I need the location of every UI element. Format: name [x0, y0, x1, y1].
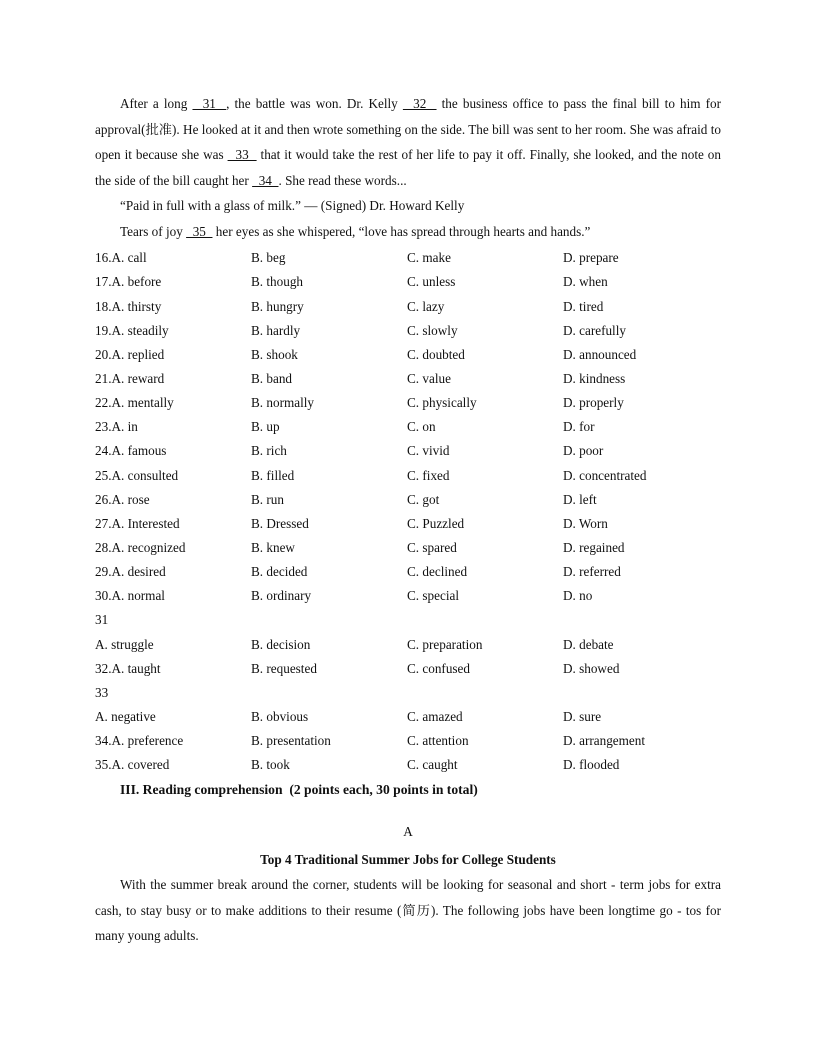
- option-b: B. normally: [251, 395, 315, 410]
- option-b: B. beg: [251, 250, 286, 265]
- blank-33: 33: [227, 147, 257, 163]
- passage-paragraph-3: [95, 219, 721, 245]
- option-c: C. vivid: [407, 443, 450, 458]
- option-row-23: [95, 417, 735, 437]
- option-a: 22.A. mentally: [95, 395, 174, 410]
- blank-32: 32: [402, 96, 437, 111]
- option-row-16: [95, 248, 735, 268]
- option-a: 20.A. replied: [95, 347, 165, 362]
- option-b: B. presentation: [251, 733, 331, 748]
- option-a: A. struggle: [95, 637, 154, 652]
- option-row-21: [95, 369, 735, 389]
- option-b: B. obvious: [251, 709, 309, 724]
- passage-paragraph-1: [95, 91, 721, 193]
- option-c: C. special: [407, 588, 460, 603]
- option-row-29: [95, 562, 735, 582]
- section-heading: III. Reading comprehension (2 points each, 30 points in total): [120, 782, 478, 797]
- option-d: D. sure: [563, 709, 602, 724]
- option-d: D. referred: [563, 564, 621, 579]
- option-row-17: [95, 272, 735, 292]
- option-row-27: [95, 514, 735, 534]
- text-segment: her eyes as she whispered, “love has spread through hearts and hands.”: [212, 224, 591, 239]
- option-d: D. announced: [563, 347, 637, 362]
- option-b: B. up: [251, 419, 280, 434]
- blank-31: 31: [192, 96, 227, 111]
- option-c: C. attention: [407, 733, 469, 748]
- option-a: 28.A. recognized: [95, 540, 186, 555]
- option-d: D. no: [563, 588, 593, 603]
- option-b: B. shook: [251, 347, 298, 362]
- option-b: B. hungry: [251, 299, 304, 314]
- option-d: D. tired: [563, 299, 604, 314]
- option-d: D. left: [563, 492, 597, 507]
- text-segment: , the battle was won. Dr. Kelly: [226, 96, 403, 111]
- option-d: D. debate: [563, 637, 614, 652]
- option-row-30: [95, 586, 735, 606]
- option-a: 29.A. desired: [95, 564, 166, 579]
- blank-34: 34: [252, 172, 279, 188]
- text-segment: that it would take the rest of her life to pay it off. Finally, she looked, and the note on the side of the bill caught her: [95, 147, 721, 188]
- option-b: B. filled: [251, 468, 295, 483]
- option-c: C. physically: [407, 395, 477, 410]
- option-a: 19.A. steadily: [95, 323, 169, 338]
- question-number-33: 33: [95, 685, 109, 700]
- option-c: C. preparation: [407, 637, 483, 652]
- option-d: D. Worn: [563, 516, 608, 531]
- option-b: B. Dressed: [251, 516, 309, 531]
- option-b: B. hardly: [251, 323, 301, 338]
- option-b: B. requested: [251, 661, 317, 676]
- option-c: C. spared: [407, 540, 457, 555]
- option-b: B. knew: [251, 540, 295, 555]
- option-row-25: [95, 466, 735, 486]
- option-a: 17.A. before: [95, 274, 162, 289]
- option-d: D. prepare: [563, 250, 619, 265]
- option-c: C. unless: [407, 274, 456, 289]
- option-d: D. for: [563, 419, 595, 434]
- text-segment: the business office to pass the final bill to him for approval(批准). He looked at it and then wrote something on the side. The bill was sent to her room. She was afraid to open it because she was: [95, 96, 722, 163]
- question-number-31: 31: [95, 612, 109, 627]
- option-d: D. properly: [563, 395, 624, 410]
- option-a: 24.A. famous: [95, 443, 167, 458]
- option-c: C. confused: [407, 661, 470, 676]
- option-b: B. run: [251, 492, 284, 507]
- option-c: C. got: [407, 492, 440, 507]
- option-a: 18.A. thirsty: [95, 299, 162, 314]
- option-c: C. slowly: [407, 323, 458, 338]
- text-segment: Tears of joy: [120, 224, 187, 239]
- option-row-20: [95, 345, 735, 365]
- option-d: D. carefully: [563, 323, 626, 338]
- option-row-32: [95, 659, 735, 679]
- option-d: D. showed: [563, 661, 620, 676]
- option-d: D. arrangement: [563, 733, 646, 748]
- option-row-34: [95, 731, 735, 751]
- option-c: C. caught: [407, 757, 458, 772]
- option-a: 27.A. Interested: [95, 516, 180, 531]
- option-a: 35.A. covered: [95, 757, 170, 772]
- option-b: B. ordinary: [251, 588, 312, 603]
- text-segment: After a long: [120, 96, 193, 111]
- option-b: B. decision: [251, 637, 311, 652]
- option-c: C. value: [407, 371, 451, 386]
- article-intro: With the summer break around the corner, students will be looking for seasonal and short - term jobs for extra cash, to stay busy or to make additions to their resume (简历). The following jobs have been longtime go - tos for many young adults.: [95, 877, 721, 944]
- option-a: 32.A. taught: [95, 661, 161, 676]
- option-c: C. on: [407, 419, 436, 434]
- option-a: 16.A. call: [95, 250, 147, 265]
- option-c: C. lazy: [407, 299, 445, 314]
- option-row-22: [95, 393, 735, 413]
- option-c: C. Puzzled: [407, 516, 465, 531]
- option-a: 25.A. consulted: [95, 468, 179, 483]
- option-b: B. decided: [251, 564, 308, 579]
- option-b: B. band: [251, 371, 293, 386]
- option-c: C. amazed: [407, 709, 463, 724]
- option-row-19: [95, 321, 735, 341]
- passage-paragraph-2: “Paid in full with a glass of milk.” — (Signed) Dr. Howard Kelly: [120, 198, 465, 213]
- text-segment: . She read these words...: [278, 172, 407, 188]
- option-d: D. poor: [563, 443, 604, 458]
- option-c: C. make: [407, 250, 451, 265]
- option-row-18: [95, 297, 735, 317]
- option-b: B. though: [251, 274, 304, 289]
- article-title: Top 4 Traditional Summer Jobs for College Students: [260, 852, 556, 867]
- option-row-26: [95, 490, 735, 510]
- option-d: D. regained: [563, 540, 625, 555]
- option-row-35: [95, 755, 735, 775]
- option-c: C. fixed: [407, 468, 450, 483]
- option-row-24: [95, 441, 735, 461]
- option-c: C. doubted: [407, 347, 465, 362]
- option-a: 34.A. preference: [95, 733, 184, 748]
- option-a: 30.A. normal: [95, 588, 165, 603]
- option-d: D. when: [563, 274, 608, 289]
- part-label: A: [403, 824, 413, 839]
- option-c: C. declined: [407, 564, 468, 579]
- option-row-33: [95, 707, 735, 727]
- option-d: D. concentrated: [563, 468, 647, 483]
- option-d: D. kindness: [563, 371, 626, 386]
- option-b: B. rich: [251, 443, 287, 458]
- option-a: 23.A. in: [95, 419, 138, 434]
- option-a: 26.A. rose: [95, 492, 150, 507]
- option-a: A. negative: [95, 709, 156, 724]
- option-a: 21.A. reward: [95, 371, 165, 386]
- option-row-28: [95, 538, 735, 558]
- option-d: D. flooded: [563, 757, 620, 772]
- blank-35: 35: [186, 224, 213, 239]
- option-row-31: [95, 635, 735, 655]
- option-b: B. took: [251, 757, 290, 772]
